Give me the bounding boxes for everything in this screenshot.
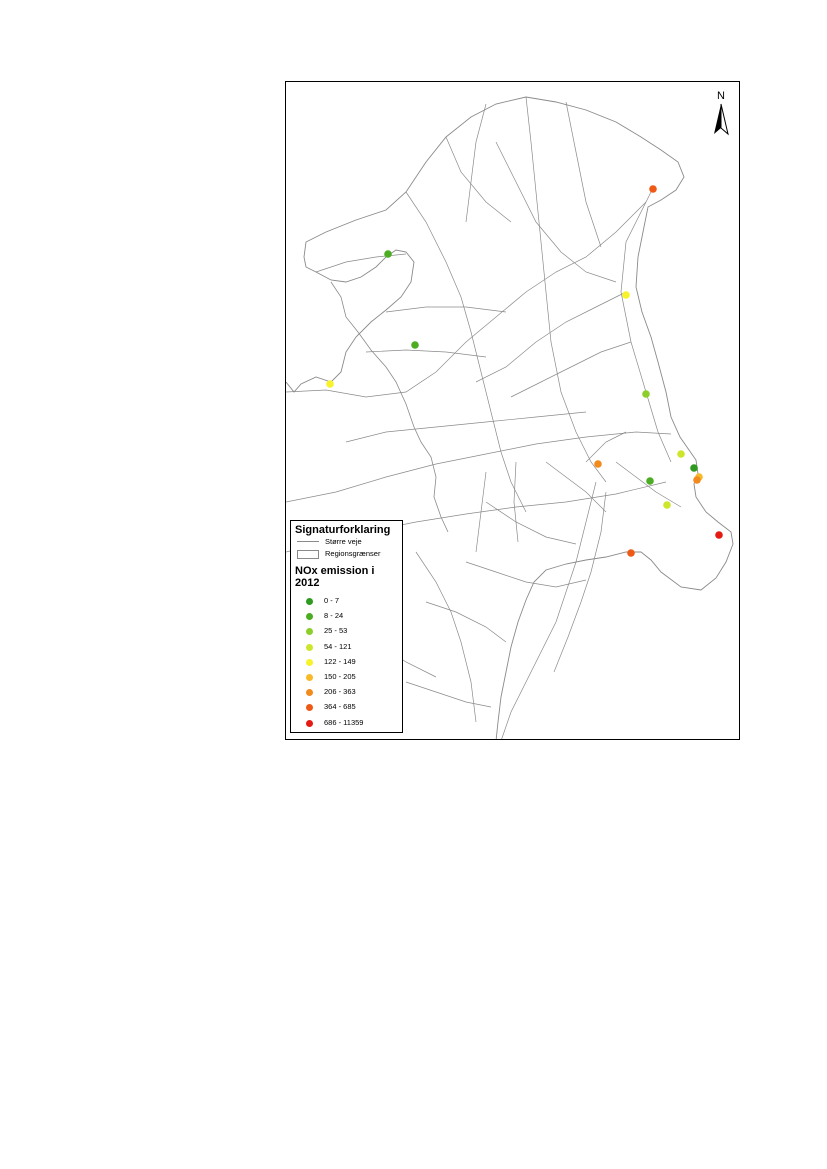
class-label: 364 - 685 (324, 702, 356, 712)
class-label: 150 - 205 (324, 671, 356, 681)
class-label: 54 - 121 (324, 641, 352, 651)
legend-classes (295, 595, 398, 732)
legend-class (295, 686, 398, 701)
legend-regions-row (295, 550, 398, 561)
legend-roads-label: Større veje (325, 537, 362, 546)
emission-point[interactable] (715, 531, 723, 539)
class-dot (306, 720, 313, 727)
class-label: 122 - 149 (324, 656, 356, 666)
region-box-symbol (297, 550, 319, 559)
legend-class (295, 656, 398, 671)
legend-class (295, 625, 398, 640)
legend-class (295, 641, 398, 656)
legend-class (295, 595, 398, 610)
emission-point[interactable] (693, 476, 701, 484)
class-dot (306, 689, 313, 696)
class-label: 25 - 53 (324, 626, 348, 636)
road-line-symbol (297, 541, 319, 542)
class-dot (306, 704, 313, 711)
legend-class (295, 701, 398, 716)
legend (290, 520, 403, 733)
emission-point[interactable] (690, 464, 698, 472)
emission-point[interactable] (649, 185, 657, 193)
emission-points[interactable] (326, 185, 723, 557)
north-arrow (709, 90, 733, 138)
class-dot (306, 644, 313, 651)
emission-point[interactable] (326, 380, 334, 388)
class-dot (306, 659, 313, 666)
emission-point[interactable] (677, 450, 685, 458)
emission-point[interactable] (627, 549, 635, 557)
emission-point[interactable] (622, 291, 630, 299)
fjord-coast (331, 282, 448, 532)
class-label: 686 - 11359 (324, 717, 364, 727)
legend-class (295, 717, 398, 732)
class-dot (306, 628, 313, 635)
class-dot (306, 674, 313, 681)
legend-regions-label: Regionsgrænser (325, 549, 381, 558)
map-frame (285, 81, 740, 740)
emission-point[interactable] (646, 477, 654, 485)
legend-subtitle: NOx emission i 2012 (295, 565, 375, 589)
emission-point[interactable] (642, 390, 650, 398)
emission-point[interactable] (663, 501, 671, 509)
class-dot (306, 613, 313, 620)
legend-title: Signaturforklaring (295, 524, 391, 536)
legend-roads-row (295, 538, 398, 549)
north-label: N (717, 90, 725, 102)
legend-class (295, 671, 398, 686)
emission-point[interactable] (594, 460, 602, 468)
class-label: 0 - 7 (324, 596, 340, 605)
emission-point[interactable] (411, 341, 419, 349)
emission-point[interactable] (384, 250, 392, 258)
legend-class (295, 610, 398, 625)
north-arrow-icon (709, 90, 733, 138)
class-dot (306, 598, 313, 605)
class-label: 206 - 363 (324, 687, 356, 697)
class-label: 8 - 24 (324, 611, 344, 621)
